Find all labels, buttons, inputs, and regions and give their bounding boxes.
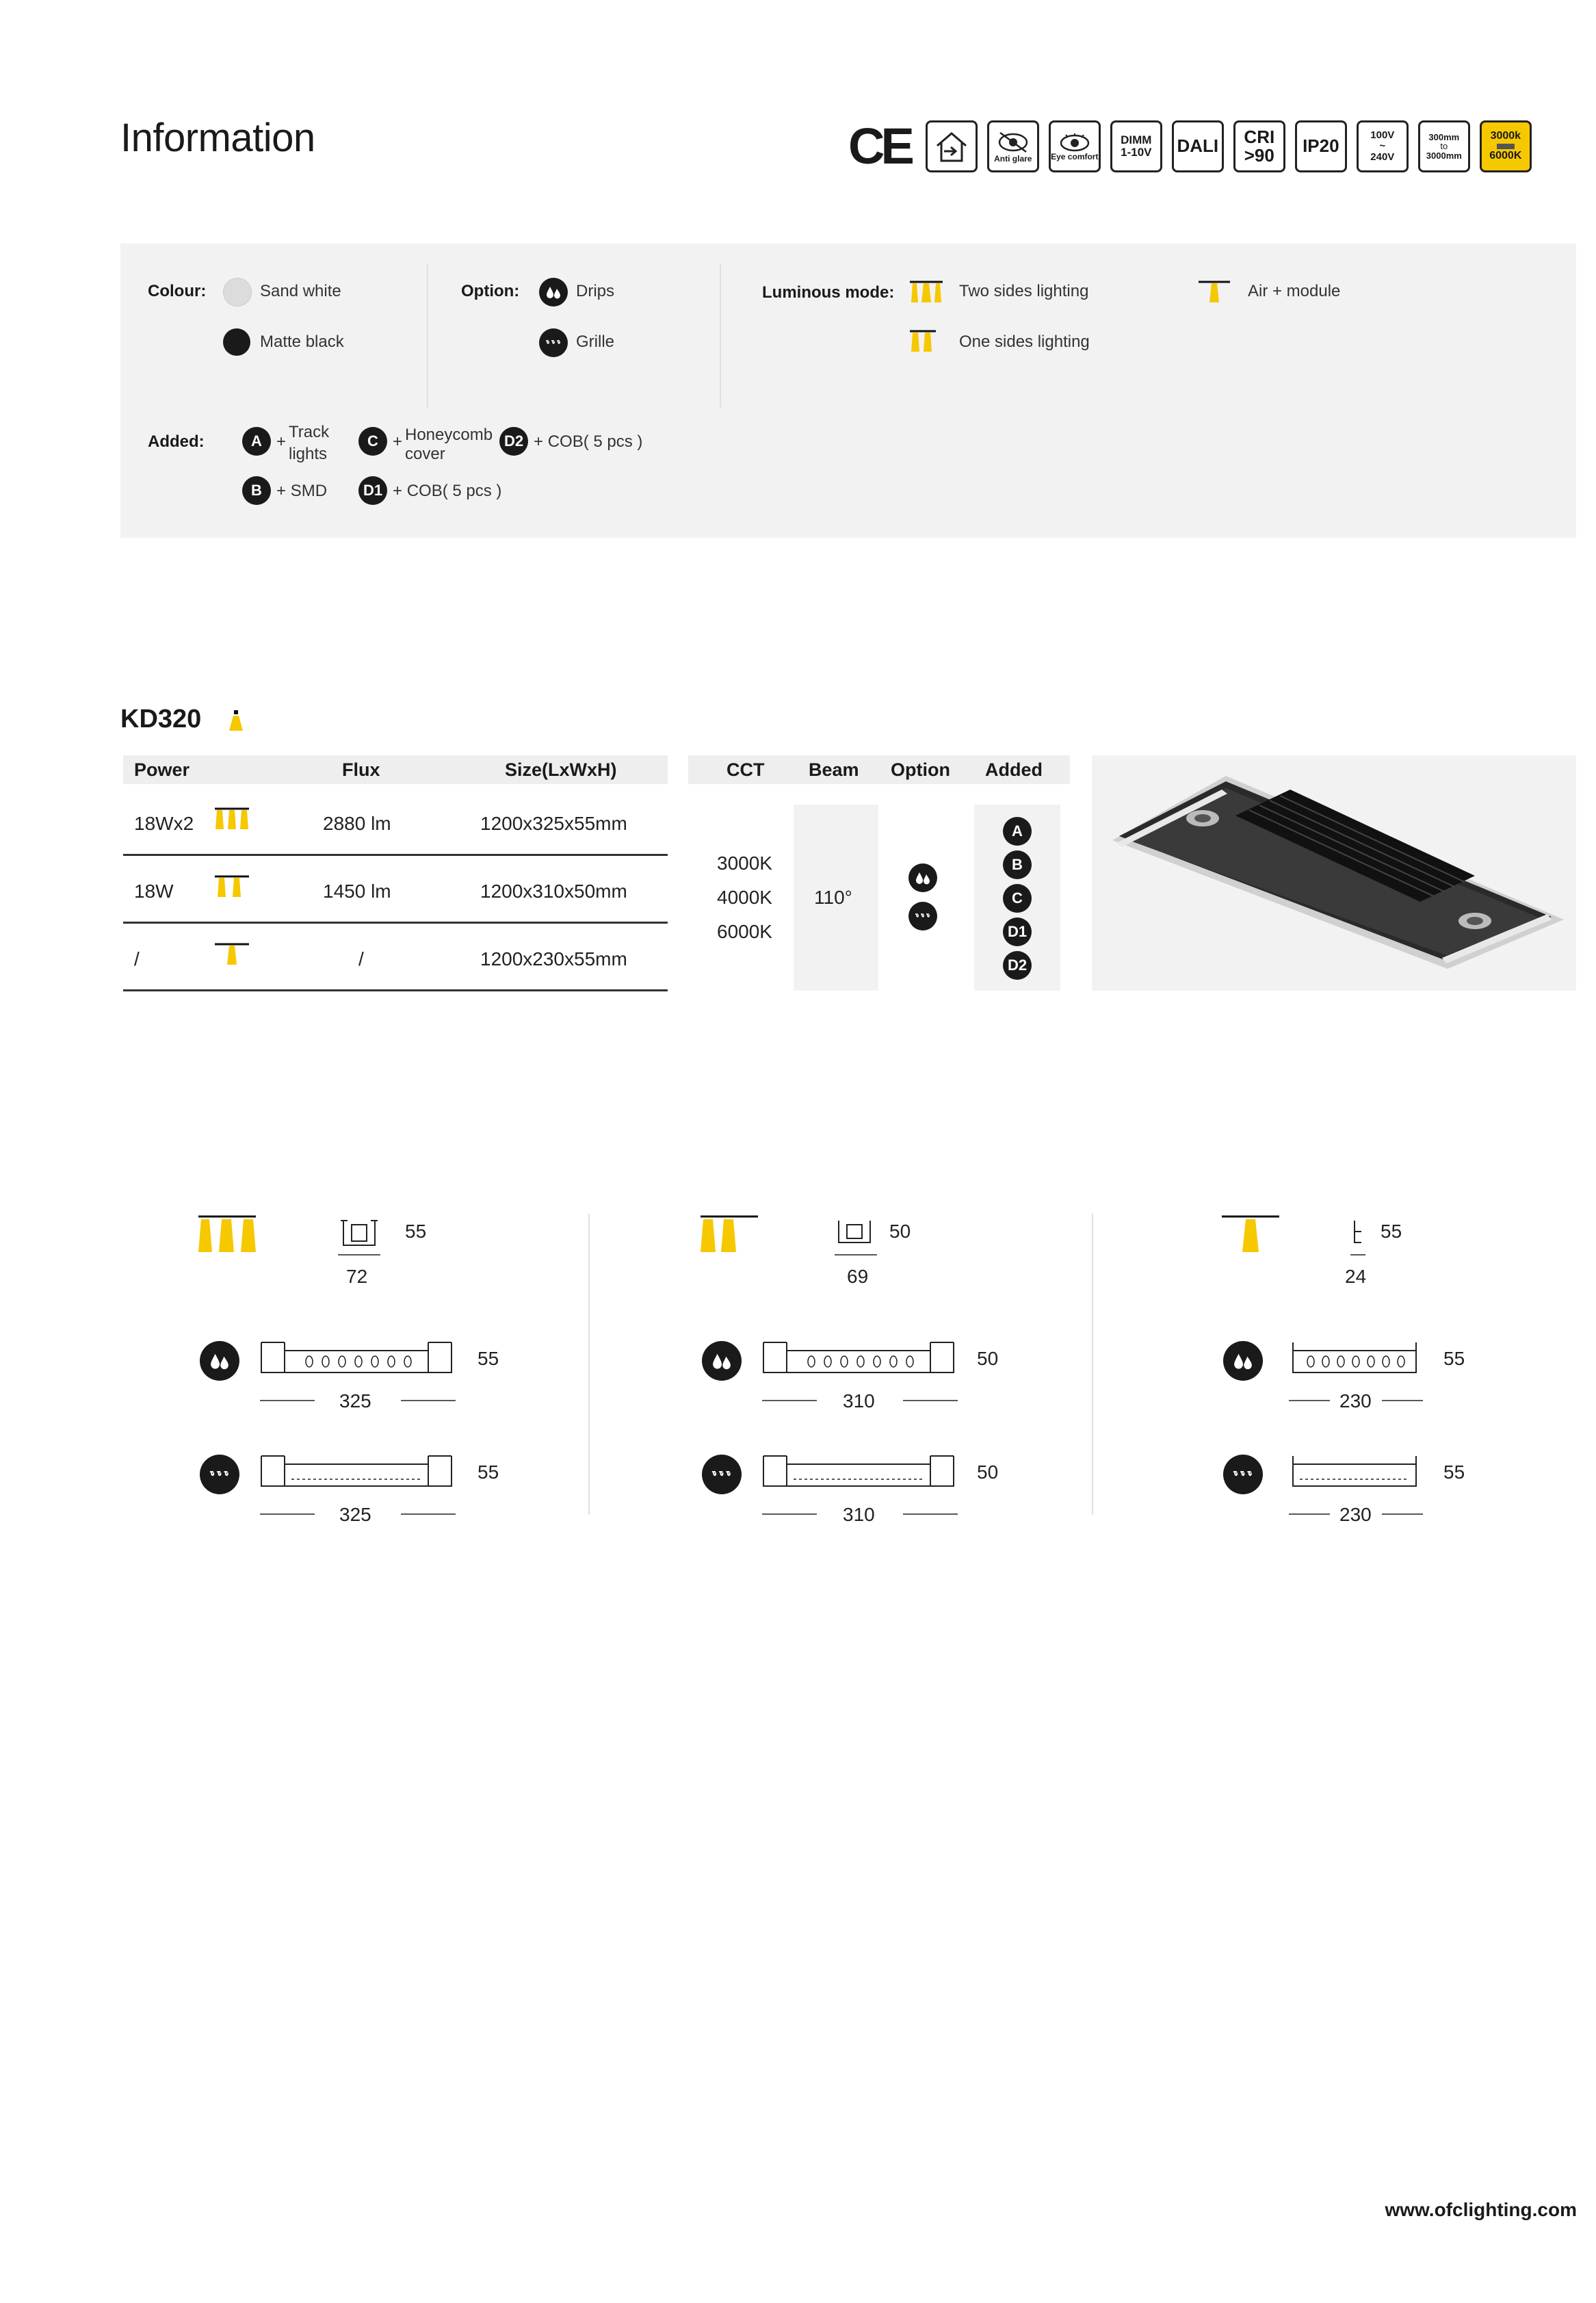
added-d2-badge: D2: [499, 427, 528, 456]
grille-section-drawing: [759, 1452, 958, 1500]
anti-glare-badge: Anti glare: [987, 120, 1039, 172]
drips-icon: [1223, 1341, 1263, 1381]
added-d2-badge: D2: [1003, 951, 1032, 980]
drips-section-drawing: [759, 1338, 958, 1386]
added-c-badge: C: [358, 427, 387, 456]
added-a-text: Track lights: [289, 423, 330, 463]
grille-section-drawing: [1286, 1452, 1423, 1500]
drips-width: 325: [339, 1390, 371, 1411]
drips-width: 310: [843, 1390, 875, 1411]
drips-width-line: [260, 1390, 456, 1411]
profile-height: 55: [405, 1221, 427, 1242]
profile-height: 55: [1381, 1221, 1402, 1242]
added-d1-text: + COB( 5 pcs ): [393, 482, 502, 500]
grille-section-drawing: [257, 1452, 456, 1500]
eye-comfort-badge: Eye comfort: [1049, 120, 1101, 172]
drips-icon: [539, 278, 568, 307]
grille-icon: [1223, 1455, 1263, 1494]
option-drips: Drips: [576, 282, 615, 300]
two-sides-lighting-icon: [910, 281, 943, 304]
added-d1-badge: D1: [358, 476, 387, 505]
colour-label: Colour:: [148, 282, 207, 300]
added-d1-badge: D1: [1003, 918, 1032, 946]
added-b-badge: B: [242, 476, 271, 505]
info-panel: Colour: Sand white Matte black Option: Drips Grille Luminous mode: Two sides lighting One sides lighting Air + module Added: A + Track lights C + Honeycomb cover D2 + COB( 5 pcs ) B + SMD D1 + COB( 5 pcs ): [120, 244, 1576, 538]
one-side-lighting-icon: [910, 330, 936, 353]
header-power: Power: [134, 759, 190, 780]
profile-section-drawing: [1341, 1218, 1375, 1259]
added-b-text: + SMD: [276, 482, 328, 500]
drips-height: 55: [478, 1348, 499, 1369]
added-d2-text: + COB( 5 pcs ): [534, 432, 643, 451]
option-grille: Grille: [576, 333, 615, 351]
cct-value: 6000K: [717, 921, 772, 942]
certification-badges: [848, 120, 1532, 172]
drips-width: 230: [1339, 1390, 1372, 1411]
air-module-icon: [1199, 281, 1230, 304]
cct-gradient-icon: [1497, 144, 1515, 149]
one-side-lighting-icon: [215, 875, 249, 898]
profile-section-drawing: [335, 1218, 383, 1259]
ce-mark: CE: [848, 118, 911, 174]
grille-width-line: [762, 1504, 958, 1524]
dimm-badge: DIMM 1-10V: [1110, 120, 1162, 172]
header-option: Option: [891, 759, 950, 780]
cct-value: 4000K: [717, 887, 772, 908]
product-photo: [1092, 755, 1576, 991]
eye-icon: [1058, 132, 1092, 153]
grille-height: 55: [478, 1461, 499, 1483]
voltage-badge: 100V ~ 240V: [1357, 120, 1409, 172]
website-link[interactable]: www.ofclighting.com: [1385, 2199, 1577, 2220]
grille-height: 50: [977, 1461, 999, 1483]
panel-divider: [720, 264, 721, 408]
table-row: 18W 1450 lm 1200x310x50mm: [123, 856, 668, 924]
two-sides-lighting-icon: [198, 1215, 256, 1253]
page-title: Information: [120, 116, 315, 160]
header-cct: CCT: [727, 759, 765, 780]
kd320-fixture-image: [1092, 755, 1576, 991]
drawing-divider: [588, 1214, 590, 1515]
header-beam: Beam: [809, 759, 859, 780]
profile-height: 50: [889, 1221, 911, 1242]
grille-icon: [908, 902, 937, 931]
header-flux: Flux: [342, 759, 380, 780]
grille-width: 325: [339, 1504, 371, 1525]
panel-divider: [427, 264, 428, 408]
added-a-badge: A: [1003, 817, 1032, 846]
grille-width-line: [1289, 1504, 1423, 1524]
matte-black-swatch[interactable]: [223, 328, 250, 356]
profile-width: 72: [346, 1266, 368, 1287]
grille-height: 55: [1443, 1461, 1465, 1483]
header-size: Size(LxWxH): [505, 759, 617, 780]
cct-badge: 3000k 6000K: [1480, 120, 1532, 172]
added-b-badge: B: [1003, 850, 1032, 879]
ip-badge: IP20: [1295, 120, 1347, 172]
added-c-text: Honeycomb cover: [405, 426, 493, 463]
sand-white-swatch[interactable]: [223, 278, 252, 307]
grille-icon: [702, 1455, 742, 1494]
one-side-lighting-icon: [701, 1215, 758, 1253]
colour-sand-white: Sand white: [260, 282, 341, 300]
mode-two-sides: Two sides lighting: [959, 282, 1089, 300]
beam-value: 110°: [814, 887, 852, 908]
cct-value: 3000K: [717, 853, 772, 874]
mode-one-side: One sides lighting: [959, 333, 1090, 351]
drips-section-drawing: [257, 1338, 456, 1386]
grille-width: 310: [843, 1504, 875, 1525]
length-badge: 300mm to 3000mm: [1418, 120, 1470, 172]
drawing-divider: [1092, 1214, 1093, 1515]
added-c-badge: C: [1003, 884, 1032, 913]
added-a-badge: A: [242, 427, 271, 456]
grille-icon: [539, 328, 568, 357]
grille-width: 230: [1339, 1504, 1372, 1525]
grille-icon: [200, 1455, 239, 1494]
option-label: Option:: [461, 282, 520, 300]
air-module-icon: [215, 943, 249, 966]
house-install-icon: [926, 120, 978, 172]
header-added: Added: [985, 759, 1043, 780]
product-name: KD320: [120, 705, 202, 733]
drips-icon: [702, 1341, 742, 1381]
air-module-icon: [1222, 1215, 1279, 1253]
added-label: Added:: [148, 432, 205, 451]
drips-icon: [200, 1341, 239, 1381]
cri-badge: CRI >90: [1233, 120, 1285, 172]
drips-height: 55: [1443, 1348, 1465, 1369]
mode-air-module: Air + module: [1248, 282, 1341, 300]
drips-height: 50: [977, 1348, 999, 1369]
table-row: 18Wx2 2880 lm 1200x325x55mm: [123, 788, 668, 856]
profile-width: 24: [1345, 1266, 1367, 1287]
drips-width-line: [1289, 1390, 1423, 1411]
drips-section-drawing: [1286, 1338, 1423, 1386]
anti-glare-icon: [996, 130, 1030, 155]
grille-width-line: [260, 1504, 456, 1524]
table-row: / / 1200x230x55mm: [123, 924, 668, 991]
colour-matte-black: Matte black: [260, 333, 344, 351]
dali-badge: DALI: [1172, 120, 1224, 172]
air-module-icon: [224, 709, 248, 732]
two-sides-lighting-icon: [215, 807, 249, 831]
drips-width-line: [762, 1390, 958, 1411]
profile-section-drawing: [832, 1218, 880, 1259]
drips-icon: [908, 863, 937, 892]
luminous-mode-label: Luminous mode:: [762, 283, 895, 302]
profile-width: 69: [847, 1266, 869, 1287]
